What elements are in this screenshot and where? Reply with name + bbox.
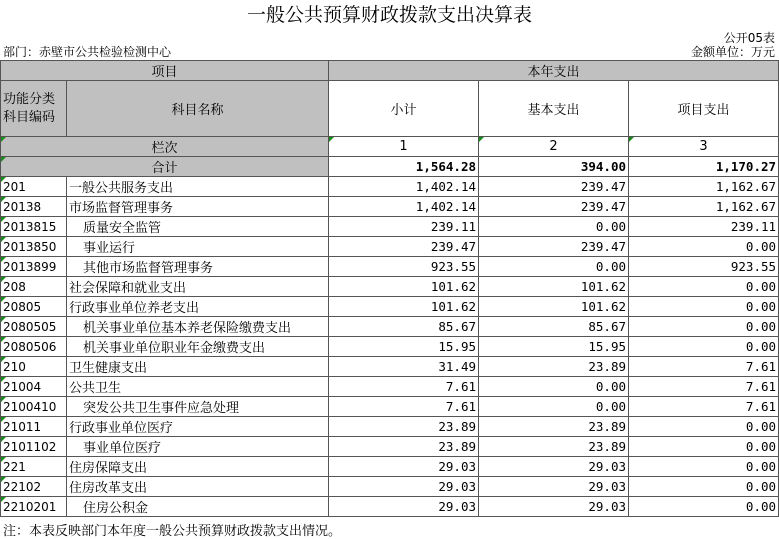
row-subtotal: 239.11 — [329, 217, 479, 237]
report-title: 一般公共预算财政拨款支出决算表 — [246, 4, 532, 26]
row-project: 0.00 — [629, 417, 779, 437]
row-name: 突发公共卫生事件应急处理 — [67, 397, 329, 417]
expenditure-table — [0, 60, 779, 517]
table-row — [1, 177, 779, 197]
table-row — [1, 417, 779, 437]
row-basic: 0.00 — [479, 397, 629, 417]
row-name: 质量安全监管 — [67, 217, 329, 237]
table-body — [1, 177, 779, 517]
table-row — [1, 197, 779, 217]
row-name: 事业运行 — [67, 237, 329, 257]
row-code: 210 — [1, 357, 67, 377]
row-project: 7.61 — [629, 397, 779, 417]
col-index-3: 3 — [629, 137, 779, 157]
header-basic: 基本支出 — [479, 81, 629, 137]
table-row — [1, 437, 779, 457]
table-row — [1, 257, 779, 277]
table-row — [1, 217, 779, 237]
footnote: 注：本表反映部门本年度一般公共预算财政拨款支出情况。 — [3, 524, 342, 539]
row-subtotal: 29.03 — [329, 457, 479, 477]
total-label: 合计 — [1, 157, 329, 177]
row-project: 7.61 — [629, 377, 779, 397]
unit-label: 金额单位：万元 — [690, 45, 775, 59]
row-subtotal: 7.61 — [329, 377, 479, 397]
row-code: 2210201 — [1, 497, 67, 517]
row-subtotal: 15.95 — [329, 337, 479, 357]
row-project: 7.61 — [629, 357, 779, 377]
row-subtotal: 1,402.14 — [329, 177, 479, 197]
row-project: 0.00 — [629, 477, 779, 497]
row-code: 22102 — [1, 477, 67, 497]
row-subtotal: 1,402.14 — [329, 197, 479, 217]
row-basic: 0.00 — [479, 377, 629, 397]
row-subtotal: 85.67 — [329, 317, 479, 337]
row-project: 0.00 — [629, 277, 779, 297]
row-code: 2013899 — [1, 257, 67, 277]
row-basic: 15.95 — [479, 337, 629, 357]
row-basic: 23.89 — [479, 437, 629, 457]
row-name: 公共卫生 — [67, 377, 329, 397]
row-subtotal: 101.62 — [329, 277, 479, 297]
table-row — [1, 497, 779, 517]
header-item: 项目 — [1, 61, 329, 81]
row-basic: 23.89 — [479, 417, 629, 437]
row-name: 行政事业单位养老支出 — [67, 297, 329, 317]
table-row — [1, 297, 779, 317]
row-project: 0.00 — [629, 437, 779, 457]
row-name: 住房公积金 — [67, 497, 329, 517]
row-project: 0.00 — [629, 457, 779, 477]
row-basic: 23.89 — [479, 357, 629, 377]
row-subtotal: 101.62 — [329, 297, 479, 317]
row-name: 行政事业单位医疗 — [67, 417, 329, 437]
row-basic: 101.62 — [479, 277, 629, 297]
row-code: 2080506 — [1, 337, 67, 357]
header-subject-name: 科目名称 — [67, 81, 329, 137]
row-subtotal: 7.61 — [329, 397, 479, 417]
table-row — [1, 337, 779, 357]
row-basic: 239.47 — [479, 237, 629, 257]
row-code: 2101102 — [1, 437, 67, 457]
row-basic: 0.00 — [479, 217, 629, 237]
row-project: 0.00 — [629, 237, 779, 257]
row-project: 239.11 — [629, 217, 779, 237]
table-row — [1, 377, 779, 397]
table-row — [1, 277, 779, 297]
header-project: 项目支出 — [629, 81, 779, 137]
total-project: 1,170.27 — [629, 157, 779, 177]
total-basic: 394.00 — [479, 157, 629, 177]
total-subtotal: 1,564.28 — [329, 157, 479, 177]
form-number: 公开05表 — [723, 31, 775, 45]
header-func-code: 功能分类 科目编码 — [1, 81, 67, 137]
header-column-index: 栏次 — [1, 137, 329, 157]
row-code: 2013815 — [1, 217, 67, 237]
row-name: 一般公共服务支出 — [67, 177, 329, 197]
table-row — [1, 457, 779, 477]
row-project: 0.00 — [629, 297, 779, 317]
row-project: 1,162.67 — [629, 177, 779, 197]
row-basic: 29.03 — [479, 457, 629, 477]
row-basic: 85.67 — [479, 317, 629, 337]
row-code: 21004 — [1, 377, 67, 397]
row-basic: 0.00 — [479, 257, 629, 277]
row-project: 0.00 — [629, 497, 779, 517]
row-subtotal: 29.03 — [329, 477, 479, 497]
row-name: 住房改革支出 — [67, 477, 329, 497]
row-code: 208 — [1, 277, 67, 297]
row-subtotal: 239.47 — [329, 237, 479, 257]
row-name: 其他市场监督管理事务 — [67, 257, 329, 277]
row-project: 923.55 — [629, 257, 779, 277]
row-basic: 101.62 — [479, 297, 629, 317]
row-basic: 29.03 — [479, 477, 629, 497]
table-row — [1, 237, 779, 257]
row-name: 住房保障支出 — [67, 457, 329, 477]
row-project: 1,162.67 — [629, 197, 779, 217]
row-code: 221 — [1, 457, 67, 477]
row-project: 0.00 — [629, 317, 779, 337]
row-code: 21011 — [1, 417, 67, 437]
row-name: 卫生健康支出 — [67, 357, 329, 377]
row-project: 0.00 — [629, 337, 779, 357]
col-index-2: 2 — [479, 137, 629, 157]
row-code: 201 — [1, 177, 67, 197]
row-subtotal: 23.89 — [329, 417, 479, 437]
row-basic: 239.47 — [479, 177, 629, 197]
row-name: 社会保障和就业支出 — [67, 277, 329, 297]
row-subtotal: 23.89 — [329, 437, 479, 457]
row-subtotal: 31.49 — [329, 357, 479, 377]
row-subtotal: 923.55 — [329, 257, 479, 277]
row-subtotal: 29.03 — [329, 497, 479, 517]
row-code: 20138 — [1, 197, 67, 217]
row-name: 机关事业单位职业年金缴费支出 — [67, 337, 329, 357]
row-code: 2080505 — [1, 317, 67, 337]
table-row — [1, 477, 779, 497]
table-row — [1, 357, 779, 377]
row-basic: 239.47 — [479, 197, 629, 217]
row-code: 2013850 — [1, 237, 67, 257]
row-name: 市场监督管理事务 — [67, 197, 329, 217]
header-subtotal: 小计 — [329, 81, 479, 137]
table-row — [1, 397, 779, 417]
row-name: 机关事业单位基本养老保险缴费支出 — [67, 317, 329, 337]
row-basic: 29.03 — [479, 497, 629, 517]
col-index-1: 1 — [329, 137, 479, 157]
department-label: 部门：赤壁市公共检验检测中心 — [3, 45, 172, 59]
row-name: 事业单位医疗 — [67, 437, 329, 457]
header-current-year: 本年支出 — [329, 61, 779, 81]
row-code: 2100410 — [1, 397, 67, 417]
table-row — [1, 317, 779, 337]
row-code: 20805 — [1, 297, 67, 317]
